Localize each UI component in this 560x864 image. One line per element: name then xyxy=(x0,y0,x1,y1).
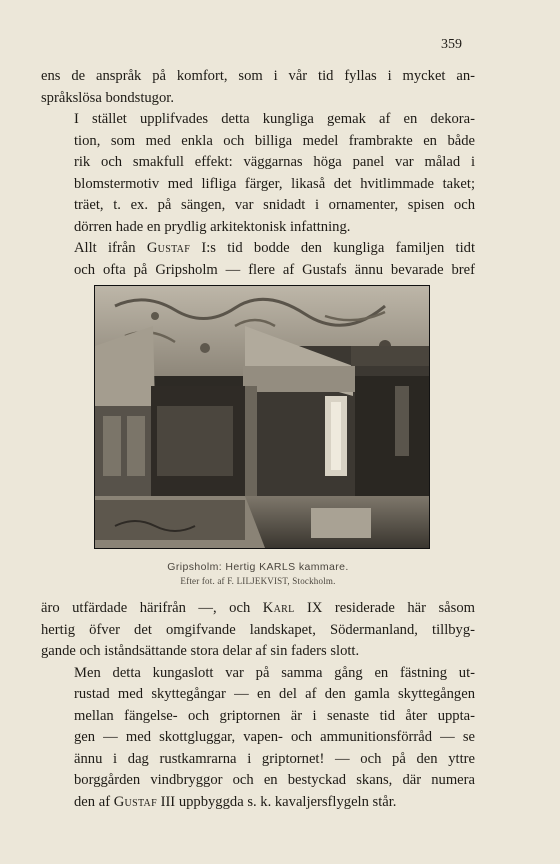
text-line: den af Gustaf III uppbyggda s. k. kavaljersflygeln står. xyxy=(74,793,397,810)
text-line: borggården vindbryggor och en bestyckad skans, där numera xyxy=(74,772,475,788)
figure-credit: Efter fot. af F. LILJEKVIST, Stockholm. xyxy=(180,576,336,586)
text-line: ännu i dag rustkamrarna i griptornet! — och på den yttre xyxy=(74,750,475,767)
text-line: I stället upplifvades detta kungliga gemak af en dekora- xyxy=(74,111,475,127)
text-line: blomstermotiv med lifliga färger, likaså det hvitlimmade taket; xyxy=(74,175,475,192)
person-name: Karl xyxy=(262,600,295,616)
paragraph xyxy=(41,663,475,814)
paragraph xyxy=(41,238,475,281)
text-line: träet, t. ex. på sängen, var snidadt i ornamenter, spisen och xyxy=(74,197,475,213)
text-line: Men detta kungaslott var på samma gång en fästning ut- xyxy=(74,664,475,681)
text-line: gande och iståndsättande stora delar af sin faders slott. xyxy=(41,643,360,659)
text-line: äro utfärdade härifrån —, och Karl IX residerade här såsom xyxy=(41,600,475,616)
text-line: ens de anspråk på komfort, som i vår tid fyllas i mycket an- xyxy=(41,68,475,84)
text-line: mellan fängelse- och griptornen är i senaste tid åter uppta- xyxy=(74,707,475,724)
body-text-bottom xyxy=(41,598,475,813)
text-line: gen — med skottgluggar, vapen- och ammunitionsförråd — se xyxy=(74,729,475,745)
person-name: Gustaf xyxy=(146,240,191,256)
paragraph xyxy=(41,598,475,663)
photo-hertig-karls-kammare xyxy=(94,285,430,549)
text-line: rustad med skyttegångar — en del af den gamla skyttegången xyxy=(74,686,475,702)
body-text-top xyxy=(41,66,475,281)
text-line: hertig öfver det omgifvande landskapet, Södermanland, tillbyg- xyxy=(41,621,475,638)
text-line: språkslösa bondstugor. xyxy=(41,89,174,106)
paragraph xyxy=(41,66,475,109)
text-line: Allt ifrån Gustaf I:s tid bodde den kungliga familjen tidt xyxy=(74,240,475,256)
text-line: dörren hade en prydlig arkitektonisk infattning. xyxy=(74,218,351,235)
figure-caption: Gripsholm: Hertig KARLS kammare. xyxy=(167,561,349,573)
text-line: och ofta på Gripsholm — flere af Gustafs ännu bevarade bref xyxy=(74,261,475,278)
page-number: 359 xyxy=(441,37,462,52)
paragraph xyxy=(41,109,475,238)
text-line: tion, som med enkla och billiga medel frambrakte en både xyxy=(74,132,475,149)
person-name: Gustaf xyxy=(113,793,157,810)
text-line: rik och smakfull effekt: väggarnas höga panel var målad i xyxy=(74,154,475,170)
